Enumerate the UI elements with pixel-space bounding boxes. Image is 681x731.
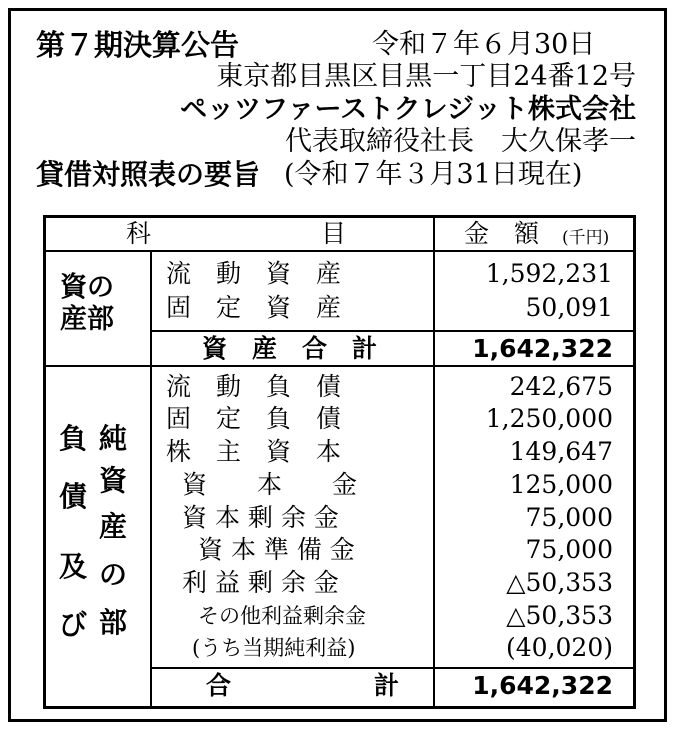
liab-section-char: 産: [98, 510, 127, 543]
liability-row-label: 流 動 負 債: [166, 372, 342, 401]
assets-total-label: 資 産 合 計: [202, 334, 378, 363]
section-column-divider: [150, 250, 152, 706]
assets-total-value: 1,642,322: [472, 334, 613, 363]
balance-sheet-date: (令和７年３月31日現在): [284, 159, 583, 190]
liab-section-col1: [56, 422, 90, 642]
liability-row-value: 75,000: [525, 535, 613, 564]
liability-row-value: 242,675: [509, 372, 613, 401]
liab-section-char: 債: [58, 480, 87, 513]
company-name: ペッツファーストクレジット株式会社: [180, 94, 636, 125]
asset-row-value: 50,091: [525, 293, 613, 322]
announcement-title: 第７期決算公告: [36, 28, 240, 62]
liability-row-value: 1,250,000: [485, 404, 613, 433]
balance-sheet-title: 貸借対照表の要旨: [36, 158, 261, 191]
assets-section-label-1: 資の: [60, 272, 114, 303]
asset-row-label: 固 定 資 産: [166, 293, 342, 322]
liability-row-label: (うち当期純利益): [192, 636, 356, 660]
amount-column-divider: [433, 218, 435, 706]
representative-name: 代表取締役社長 大久保孝一: [285, 126, 636, 157]
liability-row-value: 125,000: [509, 470, 613, 499]
asset-row-value: 1,592,231: [485, 259, 613, 288]
liab-section-char: び: [58, 608, 87, 641]
liability-row-value: 75,000: [525, 503, 613, 532]
total-label-1: 合: [206, 671, 232, 700]
column-header-amount: 金 額: [464, 219, 540, 248]
liability-row-label: 資 本 剰 余 金: [182, 503, 339, 532]
liab-section-char: 及: [58, 550, 87, 583]
assets-divider: [46, 365, 633, 367]
liab-section-char: 部: [98, 606, 127, 639]
column-header-item-2: 目: [321, 219, 347, 248]
liab-section-col2: [96, 422, 130, 640]
header-divider: [46, 250, 633, 252]
balance-sheet-table: [43, 215, 636, 709]
total-label-2: 計: [374, 671, 400, 700]
liability-row-value: △50,353: [506, 568, 613, 597]
asset-row-label: 流 動 資 産: [166, 259, 342, 288]
liability-row-label: 利 益 剰 余 金: [182, 568, 339, 597]
assets-section-label-2: 産部: [60, 304, 114, 335]
company-address: 東京都目黒区目黒一丁目24番12号: [216, 61, 636, 92]
liab-section-char: の: [98, 558, 127, 591]
total-divider: [150, 667, 633, 669]
liability-row-value: (40,020): [506, 633, 613, 662]
liability-row-label: 固 定 負 債: [166, 404, 342, 433]
column-header-unit: (千円): [562, 228, 610, 248]
liability-row-label: 株 主 資 本: [166, 437, 342, 466]
column-header-item-1: 科: [126, 219, 152, 248]
liability-row-value: △50,353: [506, 601, 613, 630]
assets-total-divider: [150, 330, 633, 332]
liab-section-char: 純: [98, 422, 127, 455]
liability-row-label: 資 本 金: [182, 470, 358, 499]
liability-row-label: その他利益剰余金: [198, 604, 366, 628]
liab-section-char: 資: [98, 464, 127, 497]
announcement-date: 令和７年６月30日: [372, 29, 596, 60]
liab-section-char: 負: [58, 422, 87, 455]
liability-row-value: 149,647: [509, 437, 613, 466]
liability-row-label: 資 本 準 備 金: [198, 535, 355, 564]
total-value: 1,642,322: [472, 671, 613, 700]
